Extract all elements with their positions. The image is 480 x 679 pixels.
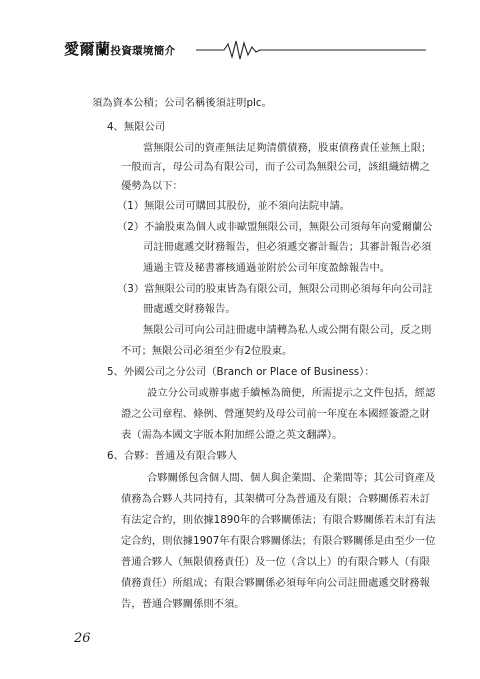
paragraph-line: 無限公司可向公司註冊處申請轉為私人或公開有限公司，反之則 bbox=[143, 324, 432, 336]
running-header bbox=[64, 38, 426, 64]
header-brand-name: 愛爾蘭 bbox=[64, 40, 111, 58]
paragraph-line: 證之公司章程、條例、營運契約及母公司前一年度在本國經簽證之財 bbox=[121, 408, 430, 420]
paragraph-line: 表（需為本國文字版本附加經公證之英文翻譯）。 bbox=[121, 429, 343, 441]
paragraph-line: 優勢為以下： bbox=[121, 180, 183, 192]
paragraph-line: 普通合夥人（無限債務責任）及一位（含以上）的有限合夥人（有限 bbox=[121, 556, 430, 568]
section-heading: 4、無限公司 bbox=[107, 121, 166, 133]
header-subtitle: 投資環境簡介 bbox=[110, 45, 176, 57]
paragraph-line: 不可；無限公司必須至少有2位股東。 bbox=[121, 345, 293, 357]
list-item-line: 通過主管及秘書審核通過並附於公司年度盈餘報告中。 bbox=[143, 262, 391, 274]
list-item-line: （3）當無限公司的股東皆為有限公司，無限公司則必須每年向公司註 bbox=[117, 283, 433, 295]
paragraph-line: 一般而言，母公司為有限公司，而子公司為無限公司，該組織結構之 bbox=[121, 161, 430, 173]
list-item-line: 司註冊處遞交財務報告，但必須遞交審計報告；其審計報告必須 bbox=[143, 241, 432, 253]
list-item-line: 冊處遞交財務報告。 bbox=[143, 303, 236, 315]
list-item-line: （1）無限公司可購回其股份，並不須向法院申請。 bbox=[117, 200, 351, 212]
paragraph-line: 合夥關係包含個人間、個人與企業間、企業間等；其公司資產及 bbox=[147, 472, 436, 484]
list-item-line: （2）不論股東為個人或非歐盟無限公司，無限公司須每年向愛爾蘭公 bbox=[117, 221, 433, 233]
paragraph-line: 債務為合夥人共同持有，其架構可分為普通及有限；合夥關係若未訂 bbox=[121, 493, 430, 505]
header-heartbeat-line bbox=[64, 38, 426, 64]
page-number: 26 bbox=[74, 631, 91, 646]
paragraph-line: 設立分公司或辦事處手續極為簡便，所需提示之文件包括，經認 bbox=[147, 387, 436, 399]
paragraph-line: 當無限公司的資產無法足夠清償債務，股東債務責任並無上限； bbox=[143, 142, 432, 154]
paragraph-line: 有法定合約，則依據1890年的合夥關係法；有限合夥關係若未訂有法 bbox=[121, 514, 436, 526]
section-heading: 6、合夥：普通及有限合夥人 bbox=[107, 450, 238, 462]
paragraph-line: 債務責任）所組成；有限合夥關係必須每年向公司註冊處遞交財務報 bbox=[121, 577, 430, 589]
section-heading: 5、外國公司之分公司（Branch or Place of Business）： bbox=[107, 366, 375, 378]
paragraph-line: 須為資本公積；公司名稱後須註明plc。 bbox=[92, 97, 272, 109]
paragraph-line: 定合約，則依據1907年有限合夥關係法；有限合夥關係是由至少一位 bbox=[121, 535, 436, 547]
paragraph-line: 告，普通合夥關係則不須。 bbox=[121, 598, 245, 610]
